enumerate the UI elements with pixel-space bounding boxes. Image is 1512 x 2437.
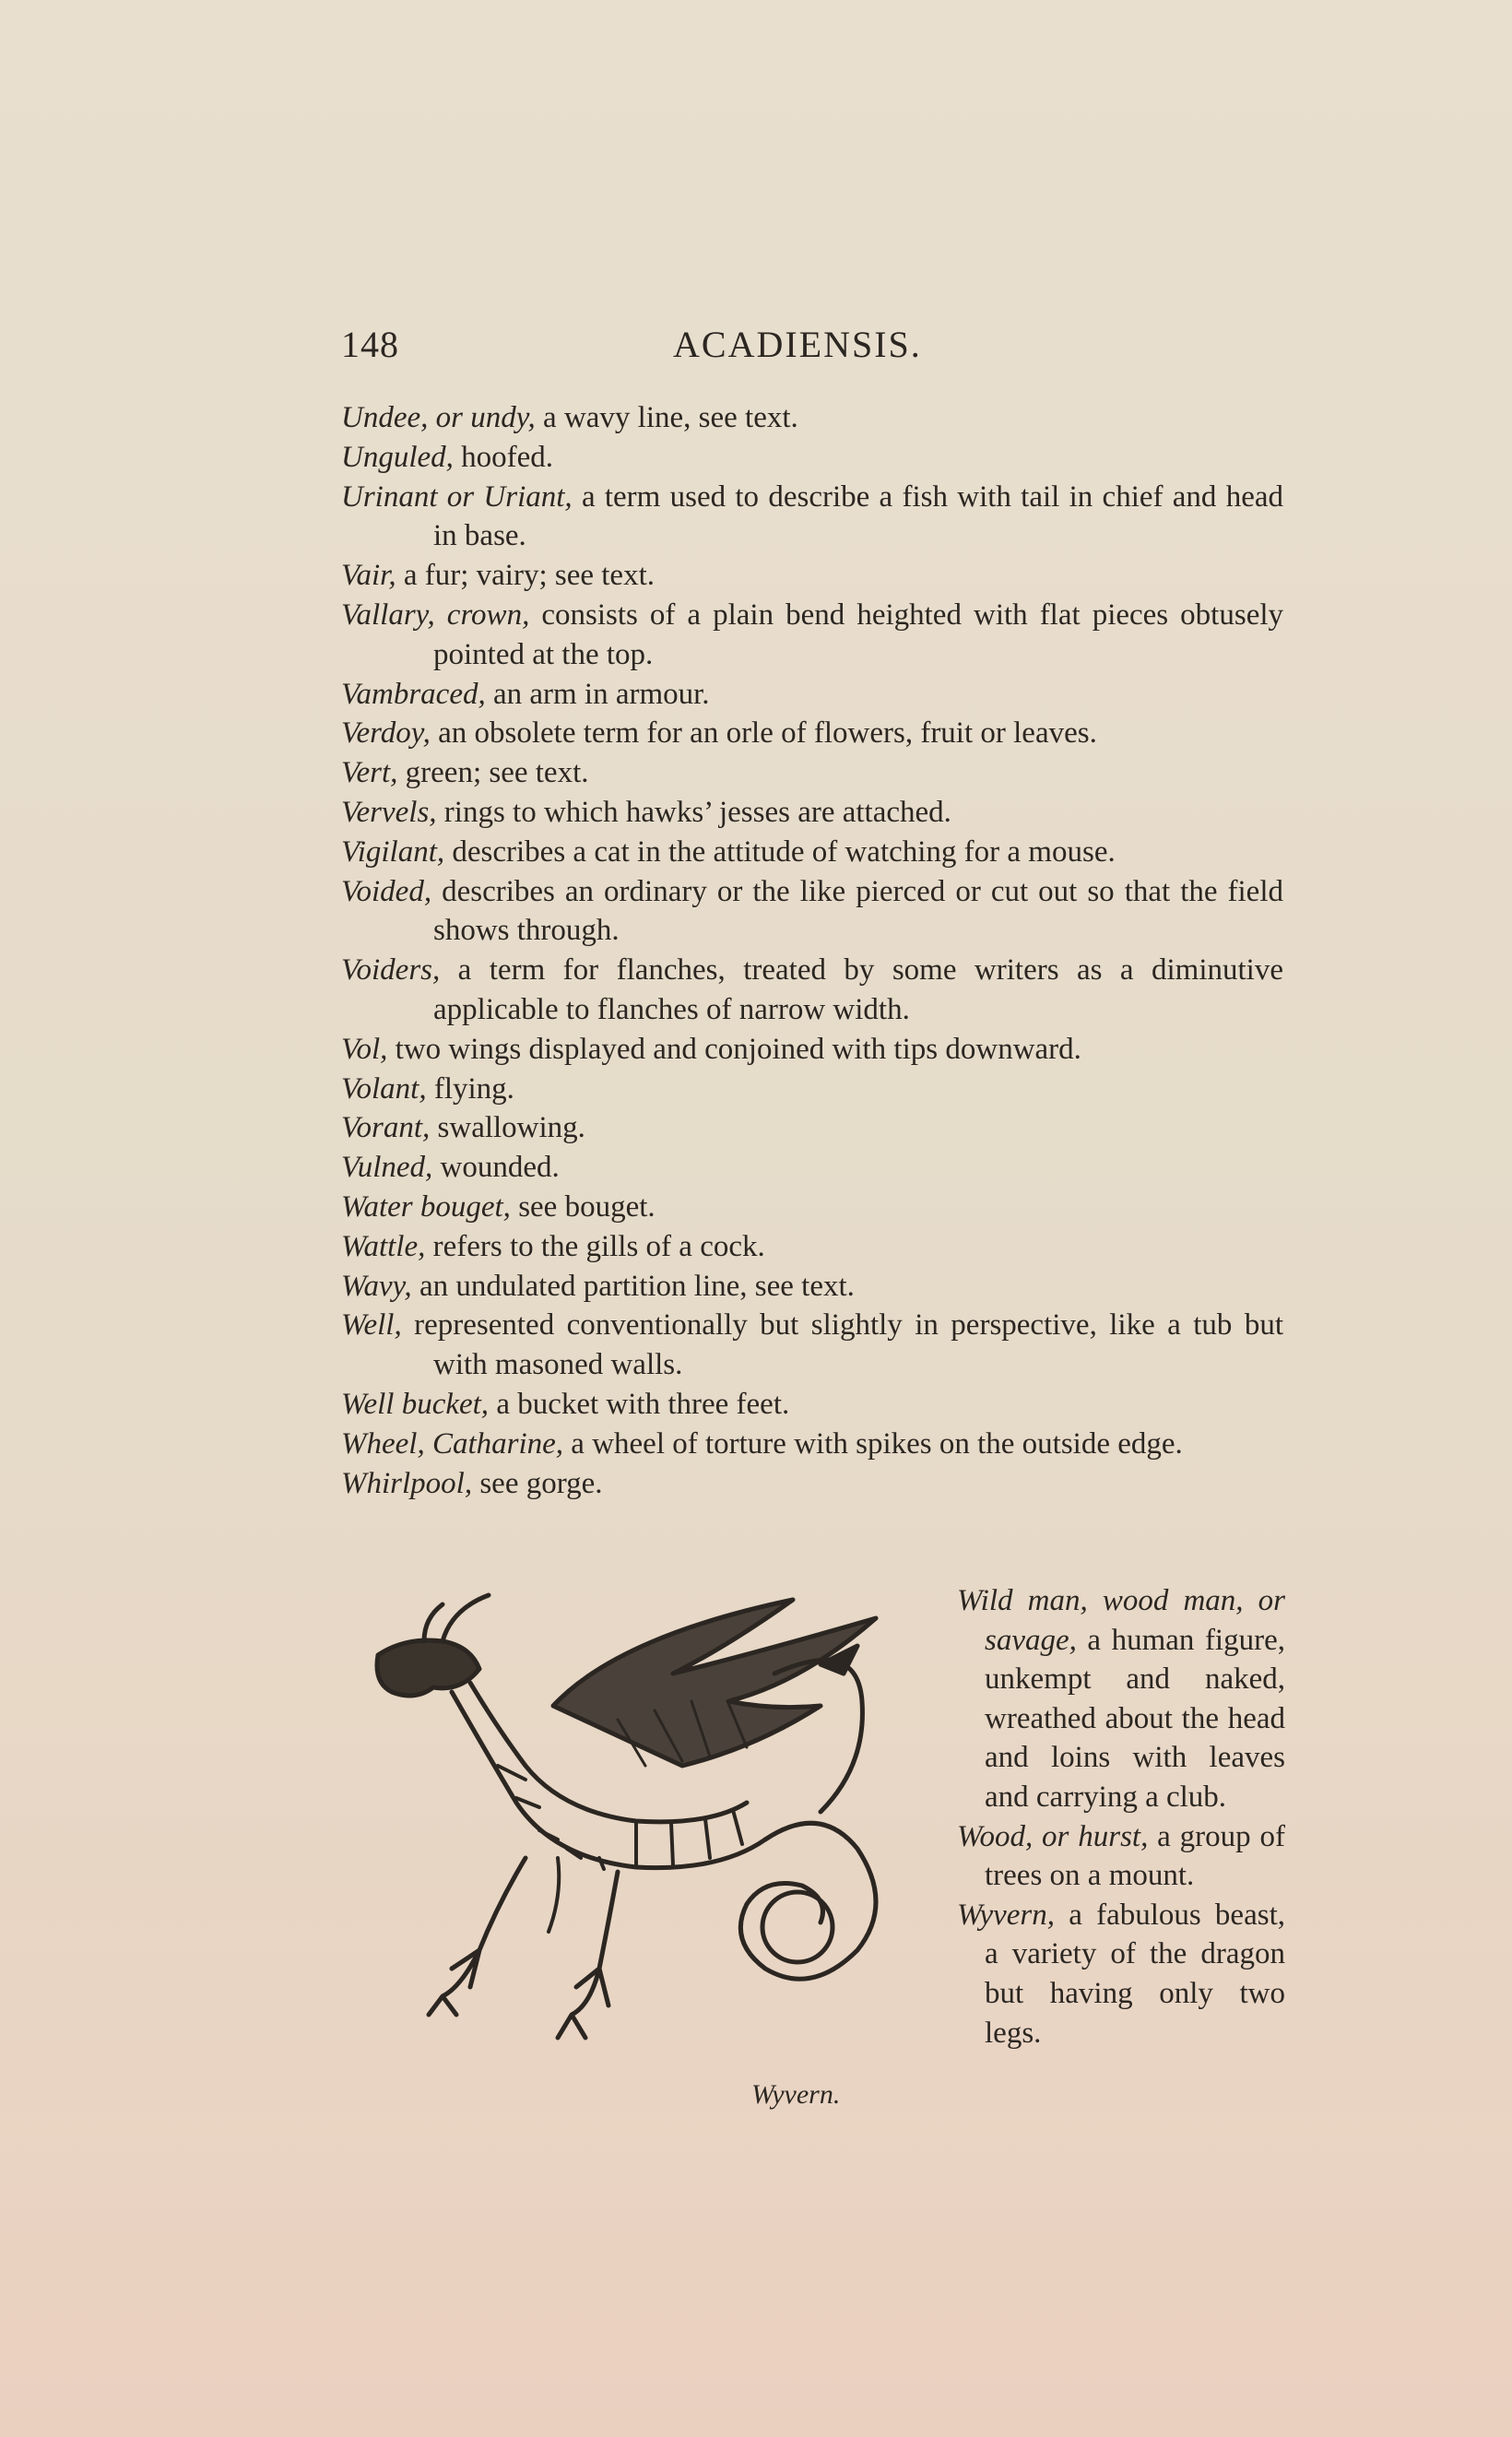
entry-term: Water bouget, [341,1189,511,1224]
glossary-entry [341,675,1283,715]
glossary-entry [341,1070,1283,1109]
entry-definition: a bucket with three feet. [489,1387,790,1421]
glossary-entries [341,398,1283,1503]
entry-term: Vallary, crown, [341,597,530,632]
entry-definition: hoofed. [453,440,554,474]
entry-definition: see bouget. [510,1189,656,1224]
glossary-entry [957,1896,1285,2053]
entry-term: Volant, [341,1071,427,1106]
entry-term: Vert, [341,756,398,790]
wyvern-illustration [341,1581,922,2125]
entry-definition: a wavy line, see text. [535,401,798,434]
glossary-entry [341,1385,1283,1425]
entry-definition: two wings displayed and conjoined with tips downward. [387,1032,1081,1066]
glossary-entry [957,1817,1285,1896]
entry-definition: a fur; vairy; see text. [396,559,655,593]
entry-term: Vervels, [341,795,437,829]
entry-term: Verdoy, [341,716,431,751]
entry-definition: describes an ordinary or the like pierced or cut out so that the field shows through. [431,874,1283,948]
lower-section [341,1581,1283,2135]
glossary-entry [341,478,1283,557]
entry-term: Voided, [341,874,432,908]
glossary-entry [341,1030,1283,1070]
entry-term: Wood, or hurst, [957,1819,1149,1853]
glossary-entry [341,398,1283,438]
entry-term: Wyvern, [957,1898,1055,1932]
glossary-entry [341,1425,1283,1464]
entry-definition: consists of a plain bend heighted with flat pieces obtusely pointed at the top. [433,597,1284,671]
entry-definition: a wheel of torture with spikes on the outside edge. [563,1426,1183,1461]
entry-definition: a group of trees on a mount. [985,1819,1285,1893]
entry-definition: represented conventionally but slightly in perspective, like a tub but with masoned walls. [401,1308,1283,1382]
entry-term: Vigilant, [341,834,445,869]
glossary-entry [341,1464,1283,1504]
entry-term: Undee, or undy, [341,401,536,434]
entry-term: Vulned, [341,1151,433,1185]
entry-term: Vambraced, [341,677,486,711]
entry-term: Unguled, [341,440,454,474]
entry-term: Urinant or Uriant, [341,479,573,514]
entry-definition: see gorge. [472,1466,603,1500]
entry-term: Wattle, [341,1229,426,1263]
entry-definition: describes a cat in the attitude of watching for a mouse. [444,834,1116,869]
glossary-entry [341,1227,1283,1267]
entry-term: Voiders, [341,953,441,988]
entry-term: Vol, [341,1032,388,1066]
entry-definition: refers to the gills of a cock. [425,1229,765,1263]
page-header [341,323,1282,378]
entry-term: Well bucket, [341,1387,490,1421]
glossary-entry [341,438,1283,478]
glossary-entry [341,872,1283,952]
glossary-entry [341,1188,1283,1227]
entry-definition: an undulated partition line, see text. [411,1269,855,1303]
entry-definition: a term for flanches, treated by some writers as a diminutive applicable to flanches of narrow width. [433,953,1283,1026]
glossary-entry [341,753,1283,793]
glossary-entry [341,1148,1283,1188]
glossary-entry [341,793,1283,833]
glossary-entry [341,1267,1283,1307]
entry-definition: a term used to describe a fish with tail in chief and head in base. [433,479,1283,553]
entry-definition: a fabulous beast, a variety of the dragon but having only two legs. [985,1898,1285,2050]
entry-term: Vair, [341,559,396,593]
entry-definition: a human figure, unkempt and naked, wreathed about the head and loins with leaves and carrying a club. [985,1623,1285,1814]
glossary-entry [341,1306,1283,1385]
entry-term: Wild man, wood man, or savage, [957,1584,1285,1657]
glossary-entry [341,596,1283,675]
figure-caption: Wyvern. [751,2079,841,2110]
entry-term: Vorant, [341,1111,431,1145]
glossary-entry [341,714,1283,753]
page-number: 148 [341,324,399,365]
entry-definition: an arm in armour. [485,677,710,711]
glossary-entry [341,1108,1283,1148]
entry-term: Well, [341,1308,402,1343]
glossary-entry [341,951,1283,1030]
entry-definition: green; see text. [397,756,589,790]
glossary-entry [341,833,1283,872]
glossary-entry [957,1581,1285,1817]
entry-definition: flying. [426,1071,514,1106]
entry-definition: rings to which hawks’ jesses are attached. [436,795,951,829]
entry-definition: wounded. [432,1151,560,1185]
entry-definition: an obsolete term for an orle of flowers, fruit or leaves. [430,716,1097,751]
entry-term: Wavy, [341,1269,412,1303]
entry-definition: swallowing. [430,1111,585,1145]
running-head: ACADIENSIS. [673,324,922,365]
side-column [957,1581,1285,2053]
wyvern-drawing [341,1581,922,2125]
entry-term: Wheel, Catharine, [341,1426,564,1461]
glossary-entry [341,556,1283,596]
entry-term: Whirlpool, [341,1466,473,1500]
